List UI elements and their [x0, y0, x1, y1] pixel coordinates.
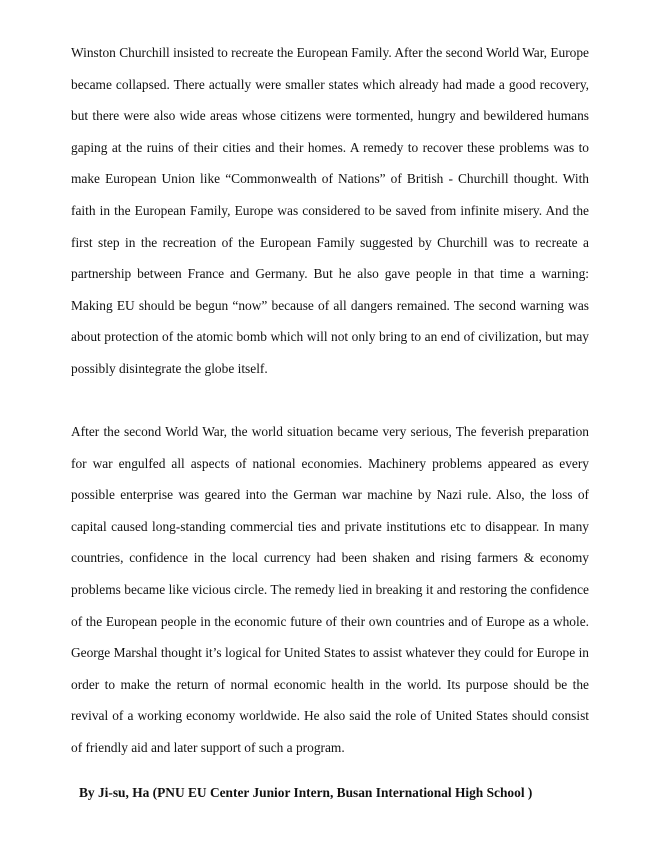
author-byline: By Ji-su, Ha (PNU EU Center Junior Intern, Busan International High School )	[79, 785, 533, 800]
paragraph-churchill: Winston Churchill insisted to recreate the European Family. After the second World War, Europe became collapsed. There actually were smaller states which already had made a good recovery, but there were also wide areas whose citizens were tormented, hungry and bewildered humans gaping at the ruins of their cities and their homes. A remedy to recover these problems was to make European Union like “Commonwealth of Nations” of British - Churchill thought. With faith in the European Family, Europe was considered to be saved from infinite misery. And the first step in the recreation of the European Family suggested by Churchill was to recreate a partnership between France and Germany. But he also gave people in that time a warning: Making EU should be begun “now” because of all dangers remained. The second warning was about protection of the atomic bomb which will not only bring to an end of civilization, but may possibly disintegrate the globe itself.	[71, 45, 589, 376]
paragraph-marshall: After the second World War, the world situation became very serious, The feverish preparation for war engulfed all aspects of national economies. Machinery problems appeared as every possible enterprise was geared into the German war machine by Nazi rule. Also, the loss of capital caused long-standing commercial ties and private institutions etc to disappear. In many countries, confidence in the local currency had been shaken and rising farmers & economy problems became like vicious circle. The remedy lied in breaking it and restoring the confidence of the European people in the economic future of their own countries and of Europe as a whole. George Marshal thought it’s logical for United States to assist whatever they could for Europe in order to make the return of normal economic health in the world. Its purpose should be the revival of a working economy worldwide. He also said the role of United States should consist of friendly aid and later support of such a program.	[71, 424, 589, 755]
